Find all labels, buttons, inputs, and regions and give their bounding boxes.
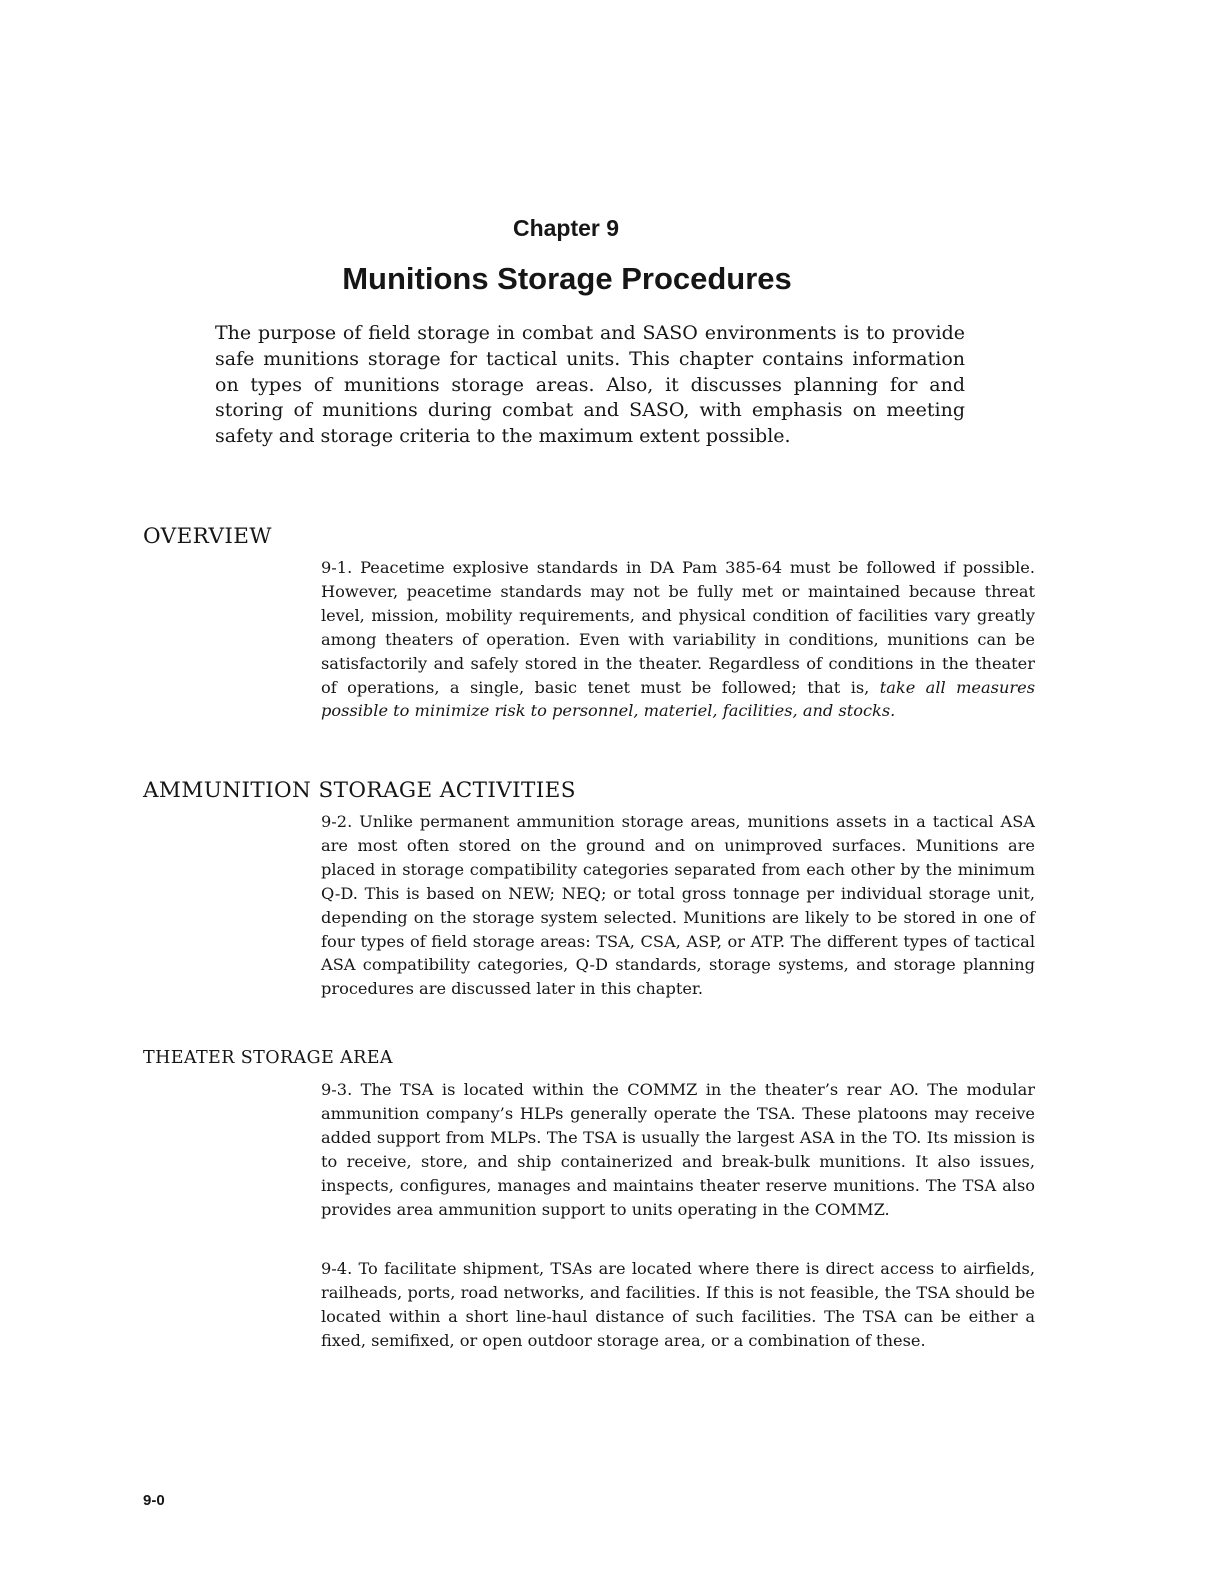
- chapter-intro: The purpose of field storage in combat and SASO environments is to provide safe munitions storage for tactical units. This chapter contains information on types of munitions storage areas. Also, it discusses planning for and storing of munitions during combat and SASO, with emphasis on meeting safety and storage criteria to the maximum extent possible.: [215, 322, 965, 448]
- chapter-title: Munitions Storage Procedures: [342, 261, 792, 296]
- section-heading-overview: OVERVIEW: [143, 524, 272, 549]
- chapter-label: Chapter 9: [512, 215, 620, 241]
- paragraph-9-1: [321, 556, 1035, 723]
- section-heading-ammunition-storage-activities: AMMUNITION STORAGE ACTIVITIES: [143, 778, 576, 803]
- paragraph-9-1-text: 9-1. Peacetime explosive standards in DA Pam 385-64 must be followed if possible. However, peacetime standards may not be fully met or maintained because threat level, mission, mobility requirements, and physical condition of facilities vary greatly among theaters of operation. Even with variability in conditions, munitions can be satisfactorily and safely stored in the theater. Regardless of conditions in the theater of operations, a single, basic tenet must be followed; that is,: [321, 558, 1035, 697]
- section-heading-theater-storage-area: THEATER STORAGE AREA: [143, 1048, 393, 1068]
- paragraph-9-3: 9-3. The TSA is located within the COMMZ in the theater’s rear AO. The modular ammunition company’s HLPs generally operate the TSA. These platoons may receive added support from MLPs. The TSA is usually the largest ASA in the TO. Its mission is to receive, store, and ship containerized and break-bulk munitions. It also issues, inspects, configures, manages and maintains theater reserve munitions. The TSA also provides area ammunition support to units operating in the COMMZ.: [321, 1080, 1035, 1219]
- paragraph-9-1-emphasis: take all measures possible to minimize risk to personnel, materiel, facilities, and stocks.: [321, 677, 1036, 721]
- paragraph-9-2: 9-2. Unlike permanent ammunition storage areas, munitions assets in a tactical ASA are most often stored on the ground and on unimproved surfaces. Munitions are placed in storage compatibility categories separated from each other by the minimum Q-D. This is based on NEW; NEQ; or total gross tonnage per individual storage unit, depending on the storage system selected. Munitions are likely to be stored in one of four types of field storage areas: TSA, CSA, ASP, or ATP. The different types of tactical ASA compatibility categories, Q-D standards, storage systems, and storage planning procedures are discussed later in this chapter.: [321, 812, 1035, 999]
- page-number: 9-0: [143, 1492, 165, 1509]
- paragraph-9-4: 9-4. To facilitate shipment, TSAs are located where there is direct access to airfields, railheads, ports, road networks, and facilities. If this is not feasible, the TSA should be located within a short line-haul distance of such facilities. The TSA can be either a fixed, semifixed, or open outdoor storage area, or a combination of these.: [321, 1259, 1035, 1350]
